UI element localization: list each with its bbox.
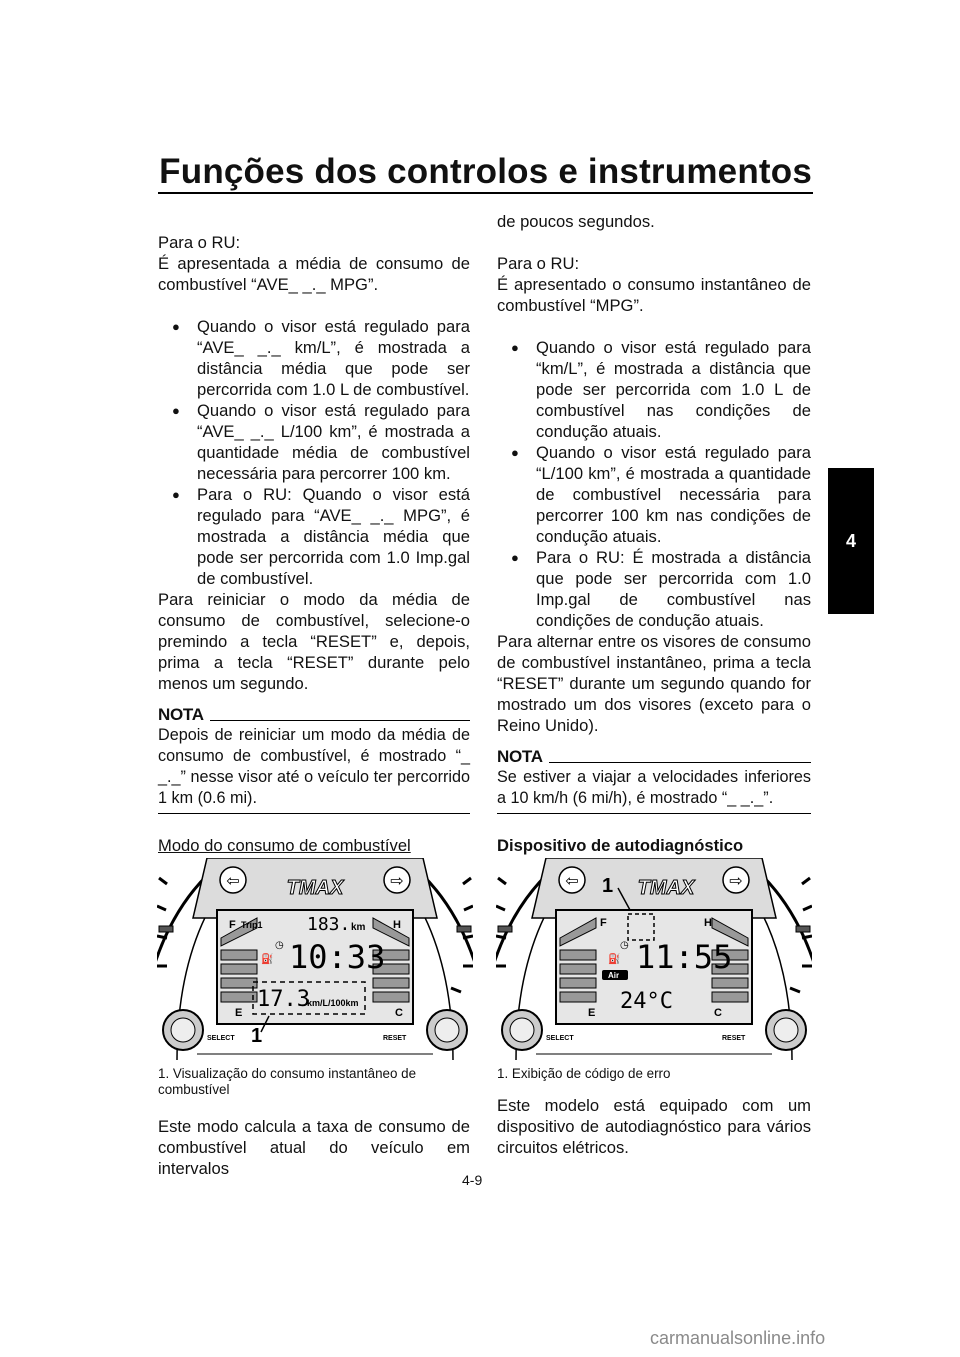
note-label: NOTA xyxy=(158,705,204,724)
paragraph: É apresentado o consumo instantâneo de combustível “MPG”. xyxy=(497,275,811,315)
chapter-tab: 4 xyxy=(828,468,874,614)
gauge-h: H xyxy=(704,917,712,929)
svg-text:⇨: ⇨ xyxy=(729,871,743,890)
watermark: carmanualsonline.info xyxy=(650,1328,826,1348)
list-item: ● Quando o visor está regulado para “AVE_ _._ km/L”, é mostrada a distância média que pode ser percorrida com 1.0 L de combustível. xyxy=(158,316,470,400)
list-item: ● Para o RU: Quando o visor está regulado para “AVE_ _._ MPG”, é mostrada a distância média que pode ser percorrida com 1.0 Imp.gal de combustível. xyxy=(158,484,470,589)
note-label: NOTA xyxy=(497,747,543,766)
page-title: Funções dos controlos e instrumentos xyxy=(159,152,812,191)
right-column-bottom xyxy=(497,1095,811,1158)
dashboard-figure-fuel xyxy=(157,858,473,1060)
subheading: Modo do consumo de combustível xyxy=(158,836,411,855)
gauge-f: F xyxy=(600,917,607,929)
odometer: 183. xyxy=(307,914,351,935)
paragraph: Este modelo está equipado com um dispositivo de autodiagnóstico para vários circuitos elétricos. xyxy=(497,1096,811,1157)
clock-display: 11:55 xyxy=(636,938,733,976)
tmax-logo: TMAX xyxy=(637,877,695,899)
list-item: ● Quando o visor está regulado para “L/100 km”, é mostrada a quantidade de combustível necessária para percorrer 100 km nas condições de condução atuais. xyxy=(497,442,811,547)
list-item: ● Quando o visor está regulado para “km/L”, é mostrada a distância que pode ser percorrida com 1.0 L de combustível nas condições de condução atuais. xyxy=(497,337,811,442)
air-indicator: Air xyxy=(608,971,620,980)
paragraph: de poucos segundos. xyxy=(497,212,655,231)
temperature-display: 24°C xyxy=(620,989,673,1014)
gauge-c: C xyxy=(395,1007,403,1019)
gauge-c: C xyxy=(714,1007,722,1019)
paragraph: Para o RU: xyxy=(158,233,241,252)
odometer-unit: km xyxy=(351,922,366,933)
list-item: ● Quando o visor está regulado para “AVE_ _._ L/100 km”, é mostrada a quantidade média de combustível necessária para percorrer 100 km. xyxy=(158,400,470,484)
fuel-icon: ⛽ xyxy=(608,954,621,965)
clock-icon: ◷ xyxy=(620,940,629,951)
left-column-bottom xyxy=(158,1116,470,1179)
tmax-logo: TMAX xyxy=(286,877,344,899)
paragraph: Este modo calcula a taxa de consumo de combustível atual do veículo em intervalos xyxy=(158,1117,470,1178)
note-text: Se estiver a viajar a velocidades inferiores a 10 km/h (6 mi/h), é mostrado “_ _._”. xyxy=(497,768,811,807)
bullet-list xyxy=(158,316,470,589)
figure-caption: 1. Visualização do consumo instantâneo de combustível xyxy=(158,1066,417,1097)
note-text: Depois de reiniciar um modo da média de consumo de combustível, é mostrado “_ _._” nesse visor até o veículo ter percorrido 1 km (0.6 mi). xyxy=(158,726,470,807)
right-column xyxy=(497,211,811,856)
gauge-h: H xyxy=(393,919,401,931)
fuel-unit: km/L/100km xyxy=(307,998,359,1008)
gauge-f: F xyxy=(229,919,236,931)
reset-label: RESET xyxy=(722,1035,746,1042)
svg-text:⇨: ⇨ xyxy=(390,871,404,890)
dashboard-figure-diagnostic xyxy=(496,858,812,1060)
select-label: SELECT xyxy=(207,1035,235,1042)
paragraph: Para o RU: xyxy=(497,254,580,273)
paragraph: Para reiniciar o modo da média de consumo de combustível, selecione-o premindo a tecla “RESET” e, depois, prima a tecla “RESET” durante pelo menos um segundo. xyxy=(158,590,470,693)
clock-icon: ◷ xyxy=(275,940,284,951)
page-number: 4-9 xyxy=(462,1172,483,1188)
list-item: ● Para o RU: É mostrada a distância que pode ser percorrida com 1.0 Imp.gal de combustível nas condições de condução atuais. xyxy=(497,547,811,631)
svg-text:⇦: ⇦ xyxy=(565,871,579,890)
figure-caption: 1. Exibição de código de erro xyxy=(497,1066,671,1081)
gauge-e: E xyxy=(235,1007,243,1019)
bullet-list xyxy=(497,337,811,631)
callout-1: 1 xyxy=(602,875,614,897)
callout-1: 1 xyxy=(251,1025,263,1047)
note-header xyxy=(158,704,470,725)
title-rule xyxy=(158,192,813,194)
paragraph: É apresentada a média de consumo de combustível “AVE_ _._ MPG”. xyxy=(158,254,470,294)
fuel-consumption: 17.3 xyxy=(257,987,310,1012)
clock-display: 10:33 xyxy=(289,938,386,976)
fuel-icon: ⛽ xyxy=(261,954,274,965)
svg-text:⇦: ⇦ xyxy=(226,871,240,890)
select-label: SELECT xyxy=(546,1035,574,1042)
trip-label: Trip1 xyxy=(241,920,263,930)
section-heading: Dispositivo de autodiagnóstico xyxy=(497,836,744,855)
paragraph: Para alternar entre os visores de consumo de combustível instantâneo, prima a tecla “RESET” durante um segundo quando for mostrado um dos visores (exceto para o Reino Unido). xyxy=(497,632,811,735)
reset-label: RESET xyxy=(383,1035,407,1042)
left-column xyxy=(158,232,470,877)
gauge-e: E xyxy=(588,1007,596,1019)
note-header xyxy=(497,746,811,767)
